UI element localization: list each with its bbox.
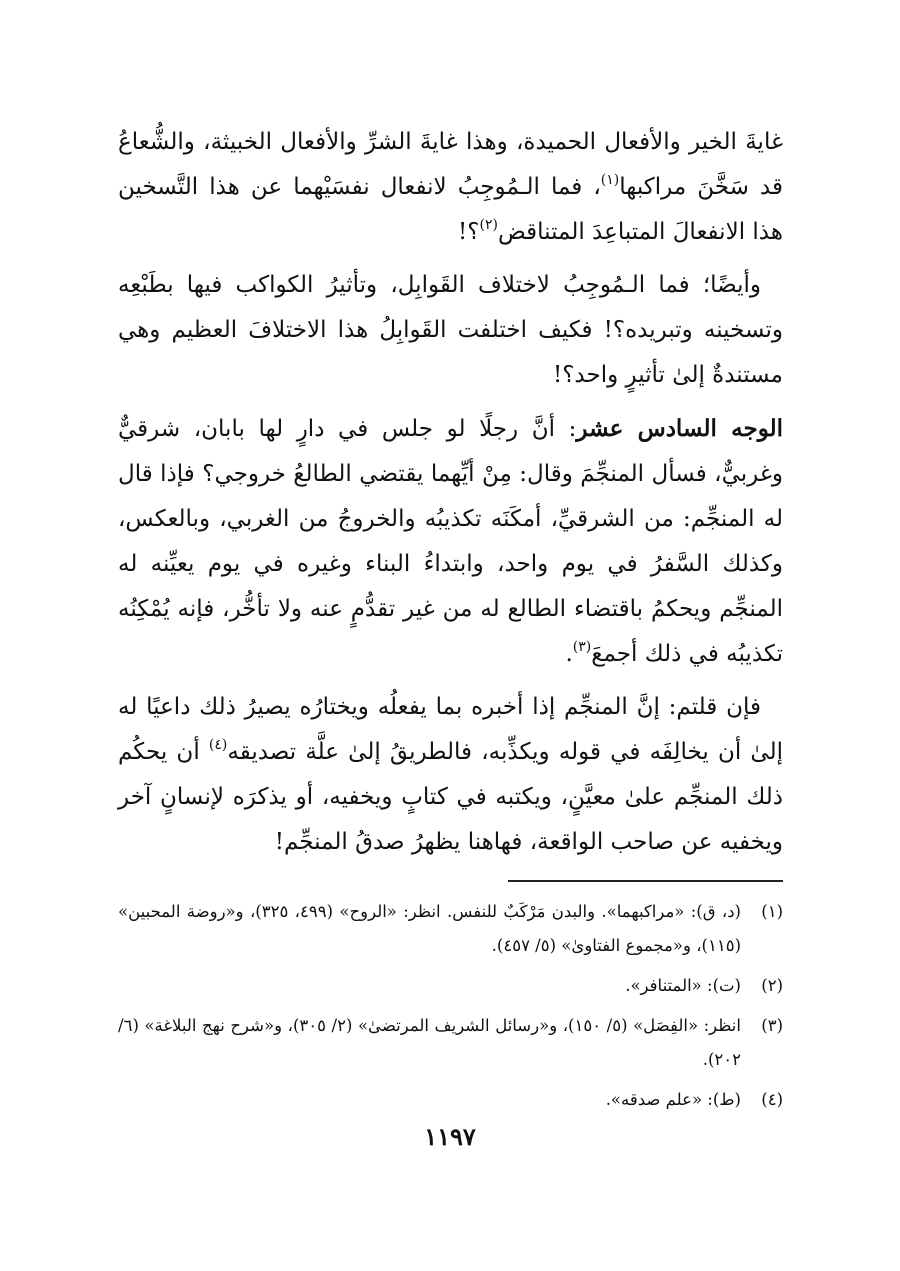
paragraph-text: .	[565, 641, 573, 667]
paragraph-3	[118, 406, 783, 677]
footnote-1	[118, 895, 783, 963]
paragraph-text: أن يحكُم ذلك المنجِّم علىٰ معيَّنٍ، ويكتبه في كتابٍ ويخفيه، أو يذكرَه لإنسانٍ آخر ويخفيه عن صاحب الواقعة، فهاهنا يظهرُ صدقُ المنجِّم!	[118, 739, 783, 855]
paragraph-text: ؟!	[458, 219, 480, 245]
paragraph-text: غايةَ الخير والأفعال الحميدة، وهذا غايةَ الشرِّ والأفعال الخبيثة، والشُّعاعُ قد سَخَّنَ مراكبها	[118, 129, 783, 200]
paragraph-text: : أنَّ رجلًا لو جلس في دارٍ لها بابان، شرقيٌّ وغربيٌّ، فسأل المنجِّمَ وقال: مِنْ أيِّهما يقتضي الطالعُ خروجي؟ فإذا قال له المنجِّم: من الشرقيِّ، أمكَنَه تكذيبُه والخروجُ من الغربي، وبالعكس، وكذلك السَّفرُ في يوم واحد، وابتداءُ البناء وغيره في يوم يعيِّنه له المنجِّم ويحكمُ باقتضاء الطالع له من غير تقدُّمٍ عنه ولا تأخُّر، فإنه يُمْكِنُه تكذيبُه في ذلك أجمعَ	[118, 416, 783, 667]
footnote-text: (ط): «علم صدقه».	[605, 1090, 741, 1109]
paragraph-text: فإن قلتم: إنَّ المنجِّم إذا أخبره بما يفعلُه ويختارُه يصيرُ ذلك داعيًا له إلىٰ أن يخالِفَه في قوله ويكذِّبه، فالطريقُ إلىٰ علَّة تصديقه	[118, 694, 783, 765]
paragraph-1	[118, 120, 783, 255]
paragraph-text: ، فما الـمُوجِبُ لانفعال نفسَيْهما عن هذا التَّسخين هذا الانفعالَ المتباعِدَ المتناقض	[118, 174, 783, 245]
footnote-number: (٣)	[761, 1016, 783, 1035]
footnote-text: (د، ق): «مراكبهما». والبدن مَرْكَبٌ للنفس. انظر: «الروح» (٤٩٩، ٣٢٥)، و«روضة المحبين» (١١٥)، و«مجموع الفتاوىٰ» (٥/ ٤٥٧).	[118, 902, 741, 955]
footnote-3	[118, 1009, 783, 1077]
footnote-2	[118, 969, 783, 1003]
footnote-number: (٤)	[761, 1090, 783, 1109]
footnote-ref-2: (٢)	[479, 217, 498, 233]
paragraph-4	[118, 685, 783, 865]
footnote-4	[118, 1083, 783, 1117]
paragraph-2: وأيضًا؛ فما الـمُوجِبُ لاختلاف القَوابِل، وتأثيرُ الكواكب فيها بطَبْعِه وتسخينه وتبريده؟! فكيف اختلفت القَوابِلُ هذا الاختلافَ العظيم وهي مستندةٌ إلىٰ تأثيرٍ واحد؟!	[118, 272, 783, 388]
main-text	[118, 120, 783, 873]
footnote-text: انظر: «الفِصَل» (٥/ ١٥٠)، و«رسائل الشريف المرتضىٰ» (٢/ ٣٠٥)، و«شرح نهج البلاغة» (٦/ ٢٠٢).	[118, 1016, 741, 1069]
footnote-number: (٢)	[761, 976, 783, 995]
footnote-number: (١)	[761, 902, 783, 921]
footnote-separator	[508, 880, 783, 882]
footnote-ref-3: (٣)	[572, 639, 592, 655]
section-heading: الوجه السادس عشر	[576, 415, 783, 442]
footnote-ref-4: (٤)	[208, 737, 228, 753]
page-number: ١١٩٧	[424, 1122, 476, 1151]
footnote-text: (ت): «المتنافر».	[625, 976, 741, 995]
footnotes	[118, 895, 783, 1123]
footnote-ref-1: (١)	[600, 172, 620, 188]
